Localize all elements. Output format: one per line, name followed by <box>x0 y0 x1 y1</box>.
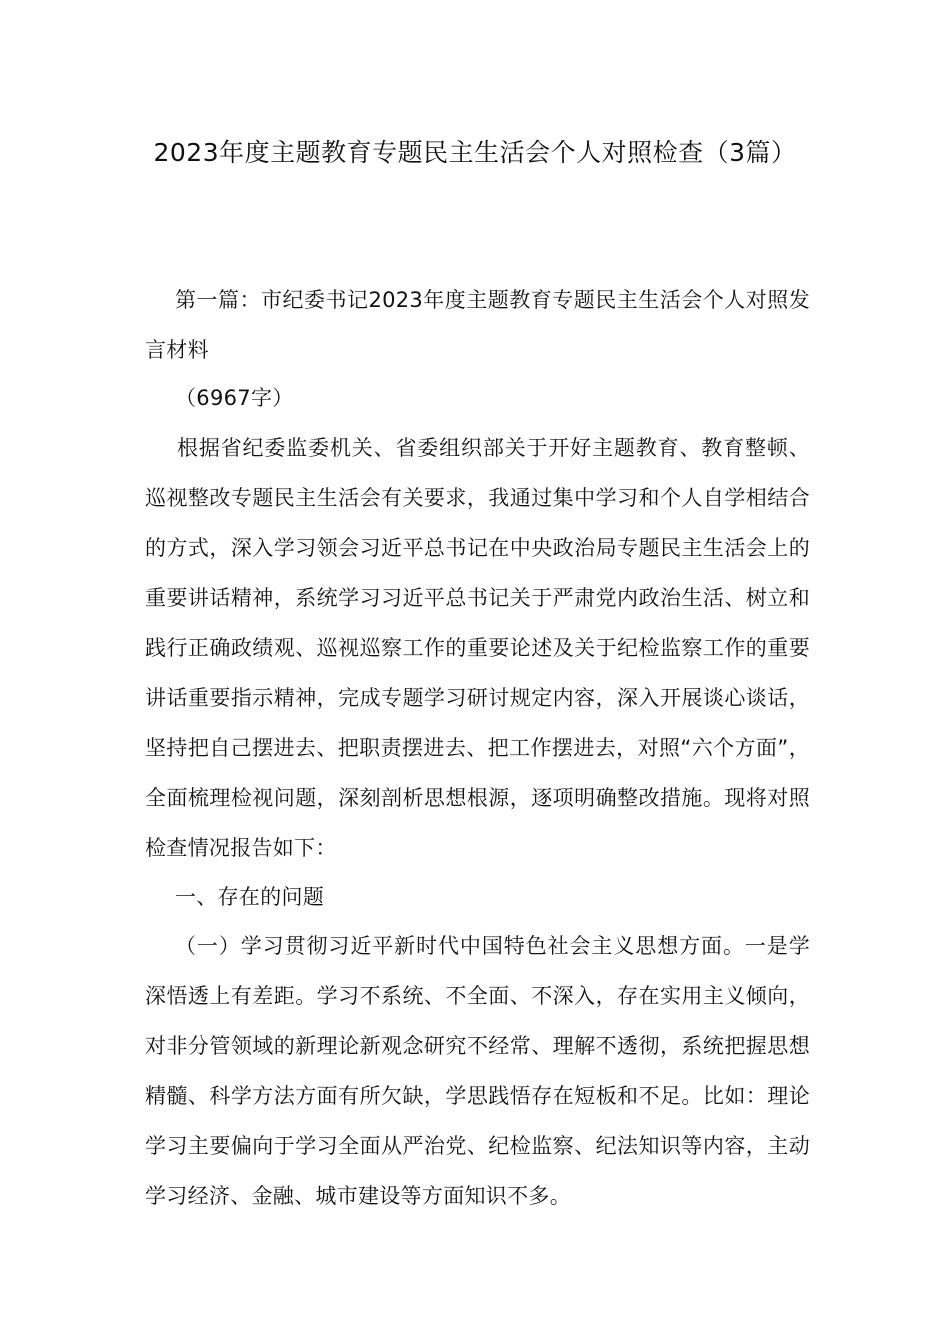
word-count: （6967字） <box>175 386 294 410</box>
document-subtitle: 第一篇：市纪委书记2023年度主题教育专题民主生活会个人对照发言材料 <box>145 288 810 362</box>
document-title: 2023年度主题教育专题民主生活会个人对照检查（3篇） <box>153 138 797 167</box>
section-heading: 一、存在的问题 <box>175 885 325 909</box>
intro-paragraph: 根据省纪委监委机关、省委组织部关于开好主题教育、教育整顿、巡视整改专题民主生活会有关要求，我通过集中学习和个人自学相结合的方式，深入学习领会习近平总书记在中央政治局专题民主生活会上的重要讲话精神，系统学习习近平总书记关于严肃党内政治生活、树立和践行正确政绩观、巡视巡察工作的重要论述及关于纪检监察工作的重要讲话重要指示精神，完成专题学习研讨规定内容，深入开展谈心谈话，坚持把自己摆进去、把职责摆进去、把工作摆进去，对照“六个方面”，全面梳理检视问题，深刻剖析思想根源，逐项明确整改措施。现将对照检查情况报告如下： <box>145 436 810 860</box>
section-paragraph: （一）学习贯彻习近平新时代中国特色社会主义思想方面。一是学深悟透上有差距。学习不系统、不全面、不深入，存在实用主义倾向，对非分管领域的新理论新观念研究不经常、理解不透彻，系统把握思想精髓、科学方法方面有所欠缺，学思践悟存在短板和不足。比如：理论学习主要偏向于学习全面从严治党、纪检监察、纪法知识等内容，主动学习经济、金融、城市建设等方面知识不多。 <box>145 934 810 1208</box>
